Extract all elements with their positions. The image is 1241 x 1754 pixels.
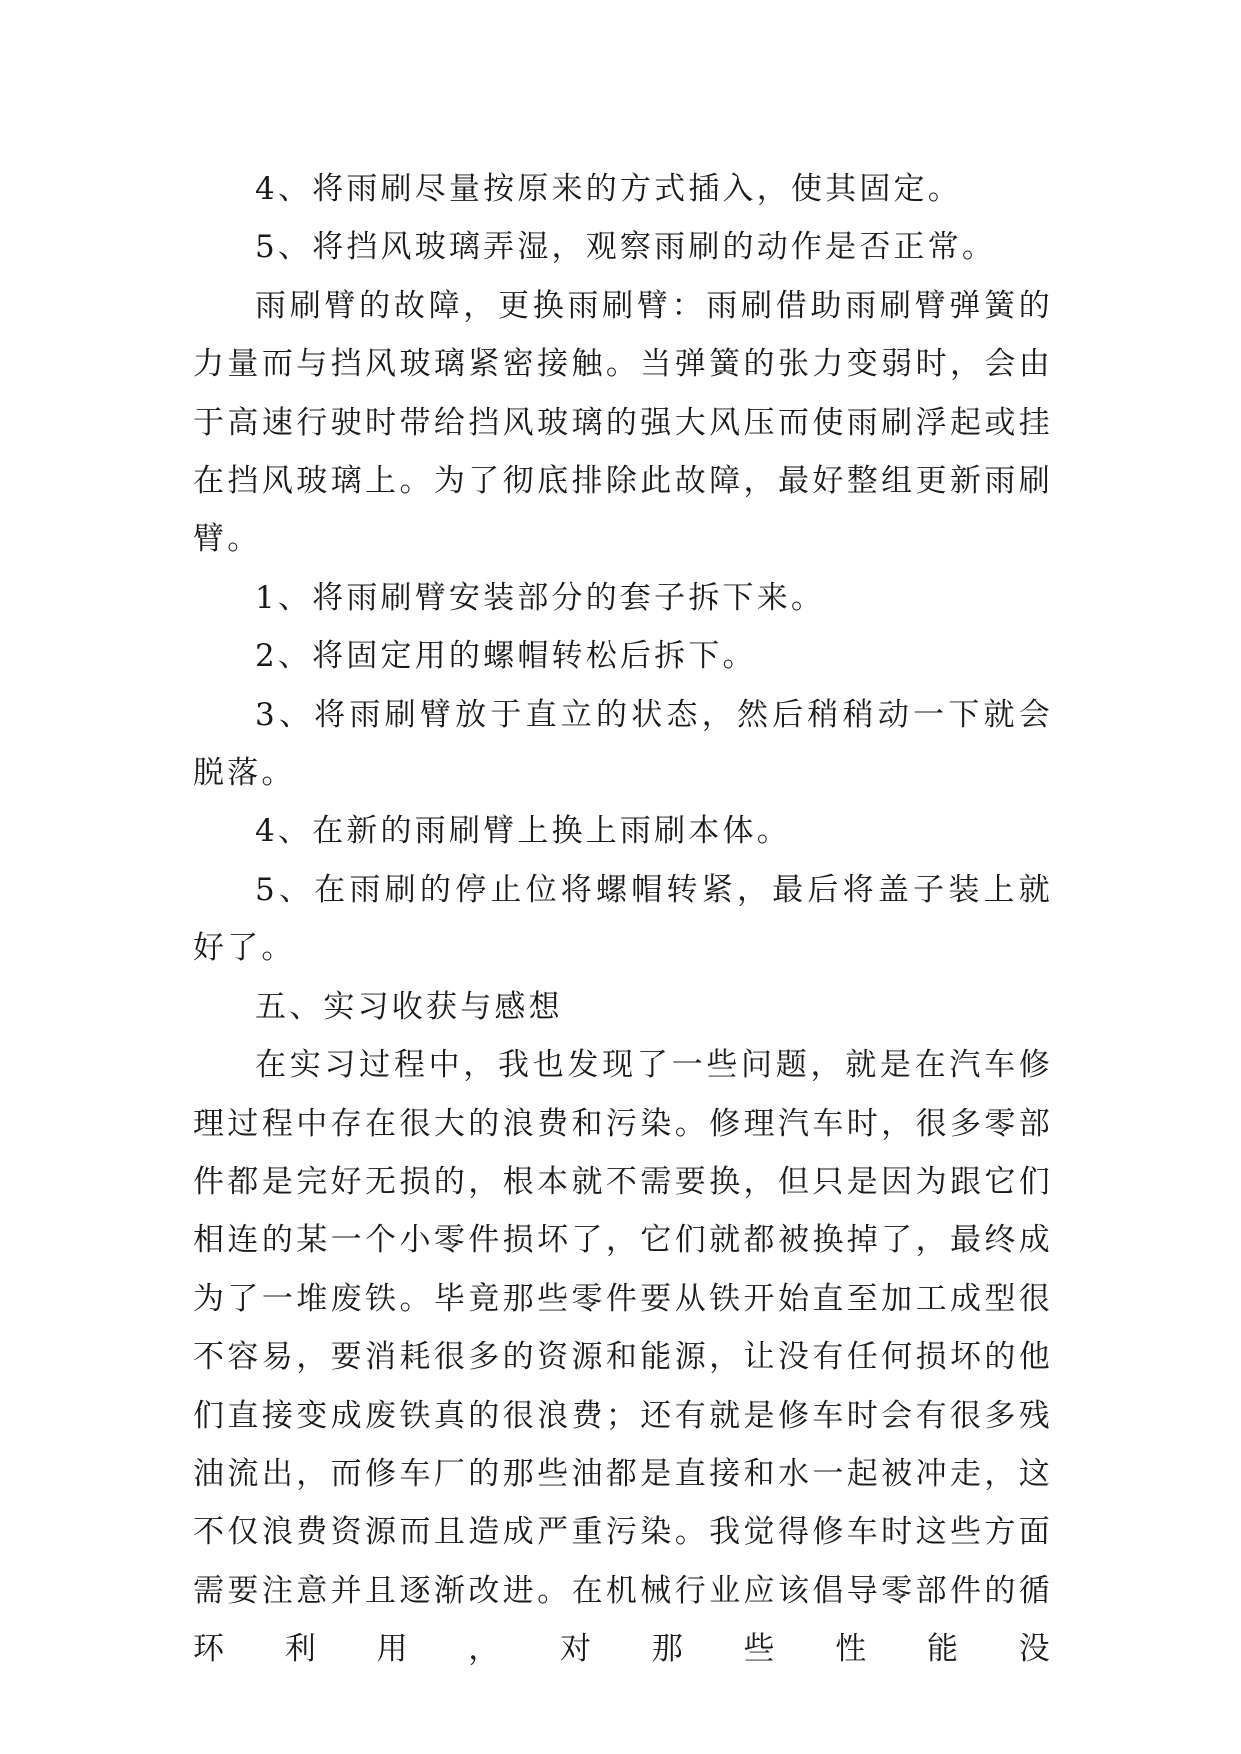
arm-step-4: 4、在新的雨刷臂上换上雨刷本体。 xyxy=(255,813,791,850)
arm-step-1: 1、将雨刷臂安装部分的套子拆下来。 xyxy=(255,579,826,616)
arm-step-5: 5、在雨刷的停止位将螺帽转紧，最后将盖子装上就好了。 xyxy=(193,871,1053,967)
document-body xyxy=(193,160,1053,1679)
arm-step-2: 2、将固定用的螺帽转松后拆下。 xyxy=(255,638,757,675)
step-4-insert-wiper: 4、将雨刷尽量按原来的方式插入，使其固定。 xyxy=(255,171,962,207)
step-5-check-wiper: 5、将挡风玻璃弄湿，观察雨刷的动作是否正常。 xyxy=(255,229,997,266)
reflection-paragraph: 在实习过程中，我也发现了一些问题，就是在汽车修理过程中存在很大的浪费和污染。修理汽车时，很多零部件都是完好无损的，根本就不需要换，但只是因为跟它们相连的某一个小零件损坏了，它们就都被换掉了，最终成为了一堆废铁。毕竟那些零件要从铁开始直至加工成型很不容易，要消耗很多的资源和能源，让没有任何损坏的他们直接变成废铁真的很浪费；还有就是修车时会有很多残油流出，而修车厂的那些油都是直接和水一起被冲走，这不仅浪费资源而且造成严重污染。我觉得修车时这些方面需要注意并且逐渐改进。在机械行业应该倡导零部件的循环利用，对那些性能没 xyxy=(193,1047,1053,1668)
wiper-arm-fault-paragraph: 雨刷臂的故障，更换雨刷臂：雨刷借助雨刷臂弹簧的力量而与挡风玻璃紧密接触。当弹簧的张力变弱时，会由于高速行驶时带给挡风玻璃的强大风压而使雨刷浮起或挂在挡风玻璃上。为了彻底排除此故障，最好整组更新雨刷臂。 xyxy=(193,287,1053,558)
arm-step-3: 3、将雨刷臂放于直立的状态，然后稍稍动一下就会脱落。 xyxy=(193,696,1053,792)
section-heading-internship-reflections: 五、实习收获与感想 xyxy=(255,988,563,1025)
